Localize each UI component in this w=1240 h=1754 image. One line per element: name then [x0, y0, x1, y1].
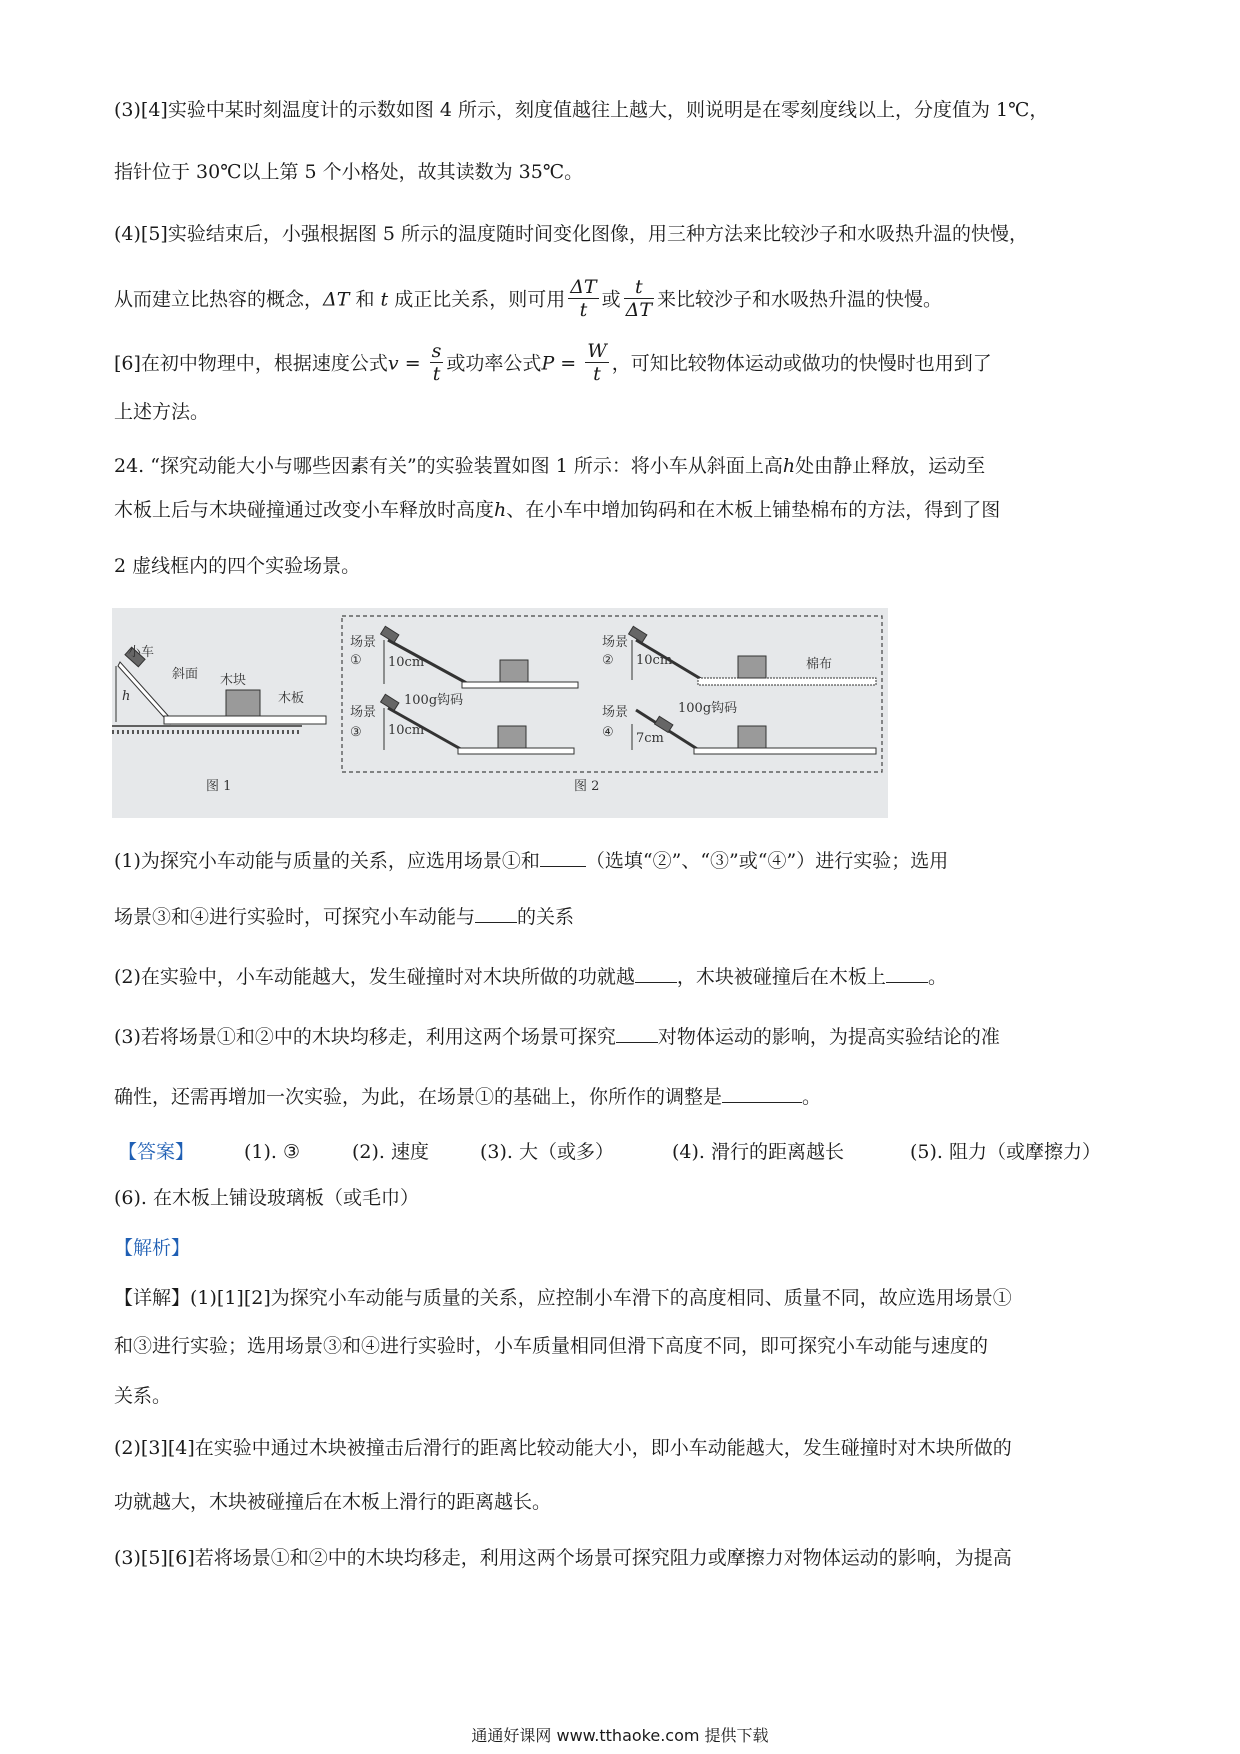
figure-2-caption: 图 2	[574, 779, 600, 794]
fraction-denominator: t	[593, 363, 601, 385]
analysis-tag: 【解析】	[114, 1237, 191, 1259]
answer-item: (2). 速度	[352, 1141, 429, 1163]
subquestion-1	[114, 904, 574, 929]
scene-1	[350, 626, 578, 688]
text: （选填“②”、“③”或“④”）进行实验；选用	[585, 850, 949, 872]
board-label: 木板	[278, 691, 305, 706]
question-24-line	[114, 498, 1000, 522]
subquestion-1	[114, 848, 948, 873]
text: ，可知比较物体运动或做功的快慢时也用到了	[611, 352, 992, 375]
detail-line: 和③进行实验；选用场景③和④进行实验时，小车质量相同但滑下高度不同，即可探究小车动能与速度的	[114, 1335, 989, 1357]
h-label: h	[122, 689, 131, 704]
text: 和	[349, 288, 381, 311]
answer-item: (1). ③	[244, 1141, 301, 1163]
text: 24. “探究动能大小与哪些因素有关”的实验装置如图 1 所示：将小车从斜面上高	[114, 455, 783, 477]
block-label: 木块	[220, 673, 247, 688]
experiment-diagram	[112, 608, 888, 818]
fraction-numerator: W	[587, 340, 607, 362]
cart	[629, 626, 647, 642]
answer-tag: 【答案】	[118, 1141, 195, 1163]
scene-number: ③	[350, 725, 362, 740]
cart	[381, 626, 399, 642]
answer-blank[interactable]	[635, 964, 677, 983]
text-line: (4)[5]实验结束后，小强根据图 5 所示的温度随时间变化图像，用三种方法来比较沙子和水吸热升温的快慢，	[114, 223, 1028, 245]
text: 。	[927, 966, 947, 988]
text: 对物体运动的影响，为提高实验结论的准	[657, 1026, 1000, 1048]
board	[694, 748, 876, 754]
math-p: P	[541, 352, 555, 375]
board	[164, 716, 326, 724]
answer-item: (3). 大（或多）	[480, 1141, 614, 1163]
answer-blank[interactable]	[475, 904, 517, 923]
slope-label: 斜面	[172, 667, 199, 682]
text: 处由静止释放，运动至	[795, 455, 986, 477]
height-label: 10cm	[636, 653, 673, 668]
weight-label: 100g钩码	[404, 693, 464, 708]
answer-blank[interactable]	[616, 1024, 658, 1043]
question-24-line	[114, 454, 985, 478]
text: (1)[1][2]为探究小车动能与质量的关系，应控制小车滑下的高度相同、质量不同，故应选用场景①	[190, 1287, 1012, 1309]
cart-label: 小车	[128, 645, 155, 660]
detail-line: 关系。	[114, 1385, 172, 1407]
figure-1-caption: 图 1	[206, 779, 232, 794]
wooden-block	[226, 690, 260, 716]
text: 。	[802, 1086, 822, 1108]
scene-word: 场景	[602, 705, 629, 720]
scene-word: 场景	[602, 635, 629, 650]
fraction-numerator: ΔT	[570, 276, 597, 298]
text: =	[554, 352, 583, 375]
text: (1)为探究小车动能与质量的关系，应选用场景①和	[114, 850, 540, 872]
math-h: h	[494, 499, 507, 521]
answer-blank[interactable]	[540, 848, 586, 867]
wooden-block	[500, 660, 528, 682]
text: 或	[601, 288, 621, 311]
detail-line: (3)[5][6]若将场景①和②中的木块均移走，利用这两个场景可探究阻力或摩擦力对物体运动的影响，为提高	[114, 1547, 1012, 1569]
detail-line: 功就越大，木块被碰撞后在木板上滑行的距离越长。	[114, 1491, 552, 1513]
text: (2)在实验中，小车动能越大，发生碰撞时对木块所做的功就越	[114, 966, 635, 988]
math-delta-t: ΔT	[323, 288, 350, 311]
weight-label: 100g钩码	[678, 701, 738, 716]
board	[462, 682, 578, 688]
cart-with-weight	[381, 694, 399, 710]
math-h: h	[782, 455, 796, 477]
fraction-dt-over-t	[568, 276, 598, 321]
text: 场景③和④进行实验时，可探究小车动能与	[114, 906, 476, 928]
answer-blank[interactable]	[722, 1084, 802, 1103]
height-label: 10cm	[388, 723, 425, 738]
text-line: (3)[4]实验中某时刻温度计的示数如图 4 所示，刻度值越往上越大，则说明是在零刻度线以上，分度值为 1℃，	[114, 99, 1049, 121]
text: 来比较沙子和水吸热升温的快慢。	[657, 288, 943, 311]
fraction-numerator: s	[431, 340, 442, 362]
scene-number: ①	[350, 653, 362, 668]
detail-tag: 【详解】	[114, 1287, 191, 1309]
scene-number: ②	[602, 653, 614, 668]
fraction-numerator: t	[624, 276, 654, 299]
text-line: 上述方法。	[114, 401, 210, 423]
height-label: 10cm	[388, 655, 425, 670]
text-line-with-fractions	[114, 342, 992, 387]
text: =	[398, 352, 427, 375]
text: 、在小车中增加钩码和在木板上铺垫棉布的方法，得到了图	[506, 499, 1001, 521]
text-line: 指针位于 30℃以上第 5 个小格处，故其读数为 35℃。	[114, 161, 584, 183]
fraction-s-over-t	[430, 340, 444, 385]
answer-blank[interactable]	[886, 964, 928, 983]
detail-line	[114, 1286, 1012, 1310]
fraction-t-over-dt	[624, 276, 654, 321]
text: (3)若将场景①和②中的木块均移走，利用这两个场景可探究	[114, 1026, 616, 1048]
figure-1	[112, 645, 326, 794]
question-24-line: 2 虚线框内的四个实验场景。	[114, 555, 361, 577]
scene-3	[350, 693, 574, 754]
board-with-cotton	[698, 678, 876, 685]
scene-word: 场景	[350, 705, 377, 720]
text: ，木块被碰撞后在木板上	[676, 966, 886, 988]
answer-row	[0, 1140, 1240, 1166]
text: 从而建立比热容的概念，	[114, 288, 324, 311]
scene-4	[602, 701, 876, 754]
text: [6]在初中物理中，根据速度公式	[114, 352, 388, 375]
experiment-figure	[112, 608, 888, 818]
math-v: v	[387, 352, 399, 375]
fraction-denominator: ΔT	[625, 299, 653, 321]
fraction-w-over-t	[585, 340, 609, 385]
text: 确性，还需再增加一次实验，为此，在场景①的基础上，你所作的调整是	[114, 1086, 723, 1108]
scene-2	[602, 626, 876, 685]
wooden-block	[738, 656, 766, 678]
subquestion-3	[114, 1084, 821, 1109]
text: 木板上后与木块碰撞通过改变小车释放时高度	[114, 499, 495, 521]
text-line-with-fractions	[114, 278, 942, 323]
wooden-block	[498, 726, 526, 748]
text: 或功率公式	[446, 352, 542, 375]
subquestion-3	[114, 1024, 1000, 1049]
fraction-denominator: t	[579, 299, 588, 321]
height-label: 7cm	[636, 731, 664, 746]
math-t: t	[380, 288, 389, 311]
scene-number: ④	[602, 725, 614, 740]
text: 的关系	[517, 906, 575, 928]
answer-item: (5). 阻力（或摩擦力）	[910, 1141, 1101, 1163]
wooden-block	[738, 726, 766, 748]
fraction-denominator: t	[432, 363, 441, 385]
scene-word: 场景	[350, 635, 377, 650]
answer-item: (6). 在木板上铺设玻璃板（或毛巾）	[114, 1187, 419, 1209]
page-footer: 通通好课网 www.tthaoke.com 提供下载	[471, 1726, 769, 1745]
cotton-label: 棉布	[806, 657, 833, 672]
text: 成正比关系，则可用	[388, 288, 566, 311]
board	[458, 748, 574, 754]
subquestion-2	[114, 964, 947, 989]
detail-line: (2)[3][4]在实验中通过木块被撞击后滑行的距离比较动能大小，即小车动能越大，发生碰撞时对木块所做的	[114, 1437, 1012, 1459]
answer-item: (4). 滑行的距离越长	[672, 1141, 844, 1163]
